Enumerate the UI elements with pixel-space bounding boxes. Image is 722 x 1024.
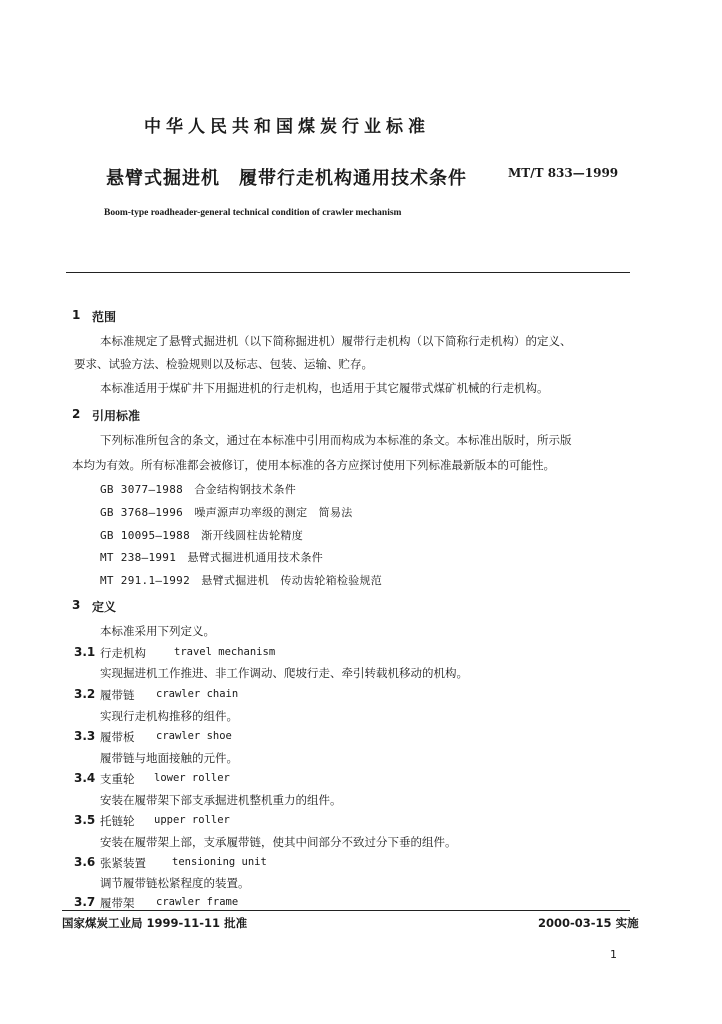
- section-1-paragraph-1-line-2: 要求、试验方法、检验规则以及标志、包装、运输、贮存。: [74, 357, 373, 371]
- term-name-cn: 履带板: [100, 730, 135, 744]
- term-definition: 安装在履带架上部，支承履带链，使其中间部分不致过分下垂的组件。: [100, 835, 457, 849]
- term-name-cn: 行走机构: [100, 646, 146, 660]
- section-3-heading: 定义: [92, 600, 117, 614]
- term-definition: 实现掘进机工作推进、非工作调动、爬坡行走、牵引转载机移动的机构。: [100, 666, 468, 680]
- term-number: 3.5: [74, 813, 96, 827]
- reference-item: GB 3077—1988 合金结构钢技术条件: [100, 483, 297, 496]
- term-name-cn: 托链轮: [100, 814, 135, 828]
- term-name-en: upper roller: [154, 814, 230, 826]
- term-name-cn: 履带链: [100, 688, 135, 702]
- term-name-cn: 支重轮: [100, 772, 135, 786]
- approval-date: 国家煤炭工业局 1999-11-11 批准: [62, 916, 248, 930]
- header-divider: [66, 272, 630, 273]
- term-definition: 实现行走机构推移的组件。: [100, 709, 238, 723]
- reference-item: MT 238—1991 悬臂式掘进机通用技术条件: [100, 551, 324, 564]
- section-2-number: 2: [72, 407, 81, 421]
- section-2-heading: 引用标准: [92, 409, 141, 423]
- reference-item: MT 291.1—1992 悬臂式掘进机 传动齿轮箱检验规范: [100, 574, 383, 587]
- issuing-authority-header: 中华人民共和国煤炭行业标准: [144, 117, 430, 137]
- standard-title-en: Boom-type roadheader-general technical condition of crawler mechanism: [104, 208, 402, 218]
- section-3-intro: 本标准采用下列定义。: [100, 624, 215, 638]
- term-number: 3.6: [74, 855, 96, 869]
- section-3-number: 3: [72, 598, 81, 612]
- term-name-cn: 履带架: [100, 896, 135, 910]
- term-number: 3.1: [74, 645, 96, 659]
- section-1-heading: 范围: [92, 310, 117, 324]
- reference-item: GB 10095—1988 渐开线圆柱齿轮精度: [100, 529, 303, 542]
- term-number: 3.4: [74, 771, 96, 785]
- reference-item: GB 3768—1996 噪声源声功率级的测定 简易法: [100, 506, 353, 519]
- term-number: 3.7: [74, 895, 96, 909]
- term-name-en: crawler chain: [156, 688, 239, 700]
- standard-title-cn: 悬臂式掘进机 履带行走机构通用技术条件: [106, 168, 467, 189]
- section-1-paragraph-1-line-1: 本标准规定了悬臂式掘进机（以下简称掘进机）履带行走机构（以下简称行走机构）的定义、: [100, 334, 572, 348]
- term-name-en: crawler shoe: [156, 730, 232, 742]
- term-name-en: lower roller: [154, 772, 230, 784]
- footer-divider: [62, 910, 630, 911]
- page-number: 1: [610, 948, 617, 961]
- term-definition: 安装在履带架下部支承掘进机整机重力的组件。: [100, 793, 342, 807]
- term-name-en: tensioning unit: [172, 856, 267, 868]
- term-name-cn: 张紧装置: [100, 856, 146, 870]
- section-1-number: 1: [72, 308, 81, 322]
- term-definition: 调节履带链松紧程度的装置。: [100, 876, 250, 890]
- section-2-paragraph-line-1: 下列标准所包含的条文，通过在本标准中引用而构成为本标准的条文。本标准出版时，所示版: [100, 433, 572, 447]
- term-number: 3.2: [74, 687, 96, 701]
- term-name-en: travel mechanism: [174, 646, 276, 658]
- term-name-en: crawler frame: [156, 896, 239, 908]
- implementation-date: 2000-03-15 实施: [538, 916, 639, 930]
- section-1-paragraph-2: 本标准适用于煤矿井下用掘进机的行走机构，也适用于其它履带式煤矿机械的行走机构。: [100, 381, 549, 395]
- section-2-paragraph-line-2: 本均为有效。所有标准都会被修订，使用本标准的各方应探讨使用下列标准最新版本的可能性。: [72, 458, 555, 472]
- term-definition: 履带链与地面接触的元件。: [100, 751, 238, 765]
- standard-number: MT/T 833—1999: [508, 166, 619, 180]
- term-number: 3.3: [74, 729, 96, 743]
